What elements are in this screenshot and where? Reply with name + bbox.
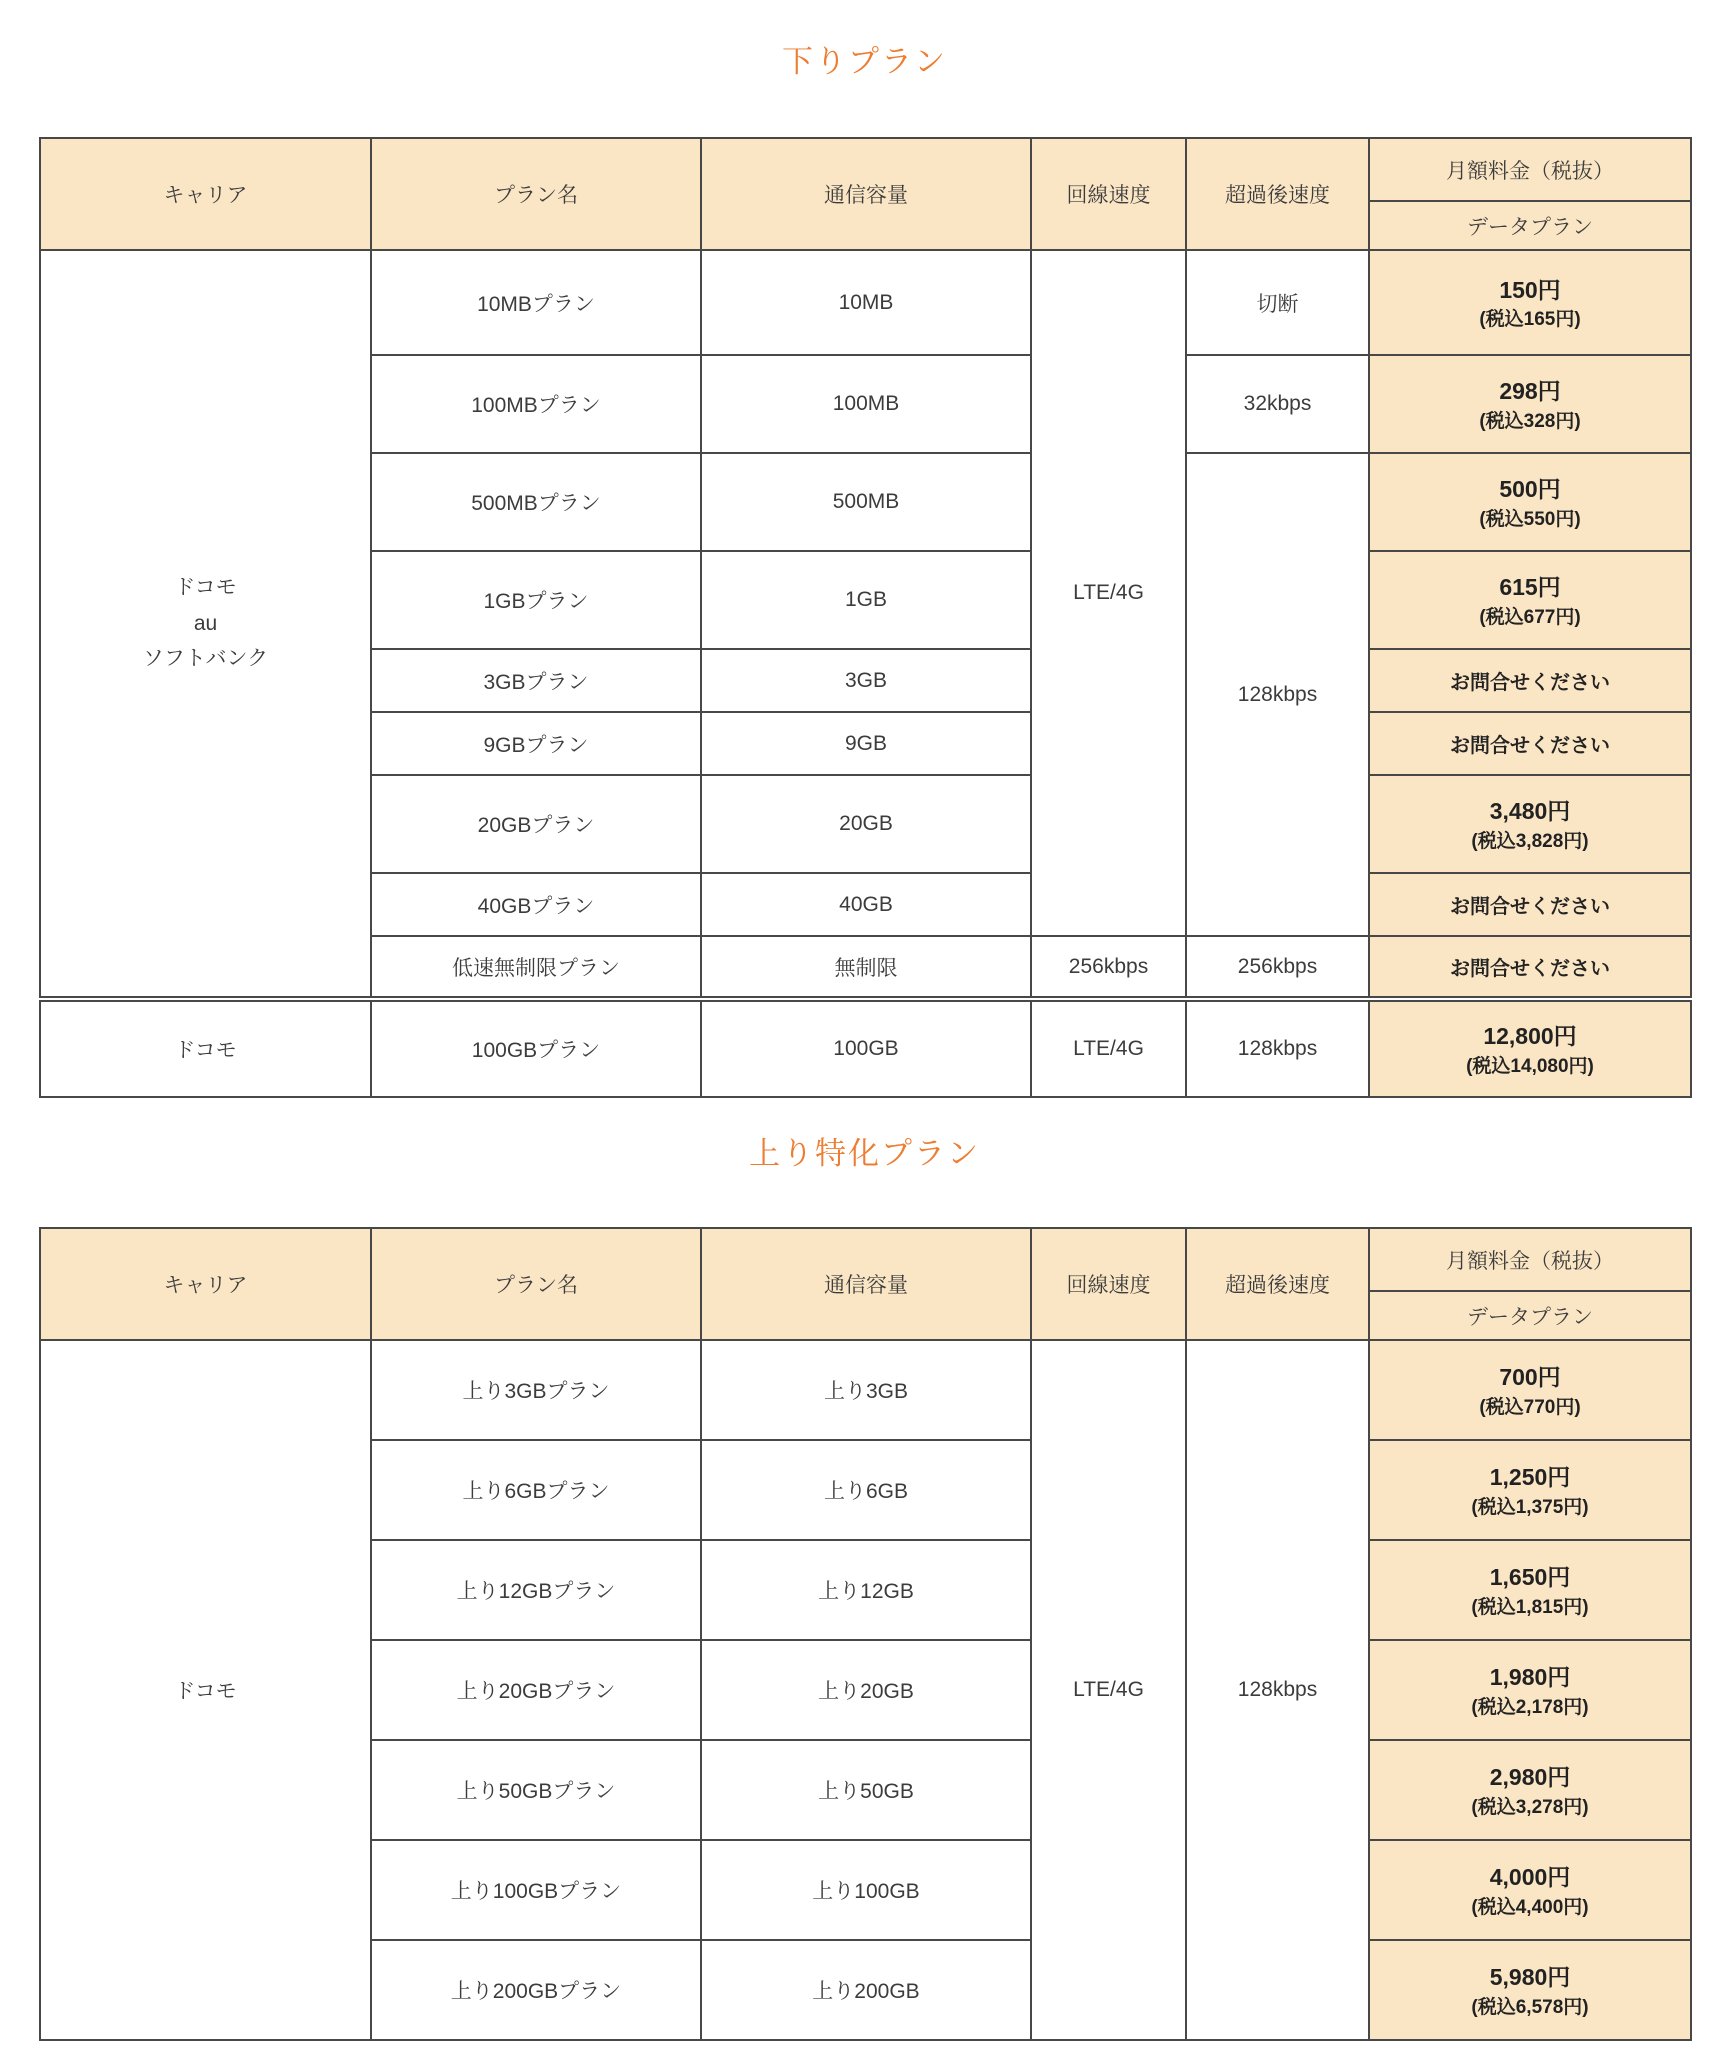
price-tax: (税込165円) bbox=[1479, 309, 1581, 331]
cell-capacity: 500MB bbox=[701, 453, 1031, 551]
cell-capacity: 上り100GB bbox=[701, 1840, 1031, 1940]
price-main: 298円 bbox=[1499, 378, 1561, 405]
price-main: 12,800円 bbox=[1483, 1023, 1577, 1050]
price-main: 700円 bbox=[1499, 1364, 1561, 1391]
header-plan-name: プラン名 bbox=[371, 1228, 701, 1340]
cell-plan: 上り6GBプラン bbox=[371, 1440, 701, 1540]
carrier-line: ソフトバンク bbox=[142, 647, 269, 671]
cell-capacity: 40GB bbox=[701, 873, 1031, 936]
cell-plan: 上り100GBプラン bbox=[371, 1840, 701, 1940]
header-plan-name: プラン名 bbox=[371, 138, 701, 250]
cell-plan: 上り12GBプラン bbox=[371, 1540, 701, 1640]
cell-capacity: 10MB bbox=[701, 250, 1031, 355]
cell-over-speed-group: 128kbps bbox=[1186, 1340, 1369, 2040]
cell-capacity: 上り3GB bbox=[701, 1340, 1031, 1440]
cell-plan: 3GBプラン bbox=[371, 649, 701, 712]
cell-capacity: 無制限 bbox=[701, 936, 1031, 999]
cell-plan: 上り50GBプラン bbox=[371, 1740, 701, 1840]
price-tax: (税込2,178円) bbox=[1471, 1696, 1589, 1718]
header-over-speed: 超過後速度 bbox=[1186, 138, 1369, 250]
cell-carrier-group: ドコモ bbox=[40, 1340, 371, 2040]
carrier-line: ドコモ bbox=[174, 575, 237, 599]
cell-carrier-group bbox=[40, 250, 371, 999]
cell-plan: 100GBプラン bbox=[371, 999, 701, 1097]
header-carrier: キャリア bbox=[40, 1228, 371, 1340]
cell-price bbox=[1369, 453, 1691, 551]
cell-price bbox=[1369, 873, 1691, 936]
cell-price bbox=[1369, 1640, 1691, 1740]
cell-price bbox=[1369, 936, 1691, 999]
price-tax: (税込3,828円) bbox=[1471, 830, 1589, 852]
price-tax: (税込328円) bbox=[1479, 410, 1581, 432]
cell-price bbox=[1369, 712, 1691, 775]
cell-price bbox=[1369, 1840, 1691, 1940]
price-main: 150円 bbox=[1499, 276, 1561, 303]
cell-carrier: ドコモ bbox=[40, 999, 371, 1097]
cell-line-speed-group: LTE/4G bbox=[1031, 250, 1186, 936]
cell-plan: 上り3GBプラン bbox=[371, 1340, 701, 1440]
price-tax: (税込550円) bbox=[1479, 508, 1581, 530]
price-tax: (税込6,578円) bbox=[1471, 1996, 1589, 2018]
header-data-plan: データプラン bbox=[1369, 1291, 1691, 1340]
cell-plan: 40GBプラン bbox=[371, 873, 701, 936]
cell-over-speed: 128kbps bbox=[1186, 999, 1369, 1097]
cell-over-speed: 32kbps bbox=[1186, 355, 1369, 453]
cell-price bbox=[1369, 1340, 1691, 1440]
cell-price bbox=[1369, 1540, 1691, 1640]
header-line-speed: 回線速度 bbox=[1031, 1228, 1186, 1340]
cell-capacity: 100GB bbox=[701, 999, 1031, 1097]
cell-over-speed: 256kbps bbox=[1186, 936, 1369, 999]
cell-line-speed: 256kbps bbox=[1031, 936, 1186, 999]
cell-plan: 上り200GBプラン bbox=[371, 1940, 701, 2040]
cell-capacity: 100MB bbox=[701, 355, 1031, 453]
cell-plan: 9GBプラン bbox=[371, 712, 701, 775]
cell-plan: 500MBプラン bbox=[371, 453, 701, 551]
table-row bbox=[40, 250, 1691, 355]
price-main: 500円 bbox=[1499, 476, 1561, 503]
price-main: 1,250円 bbox=[1489, 1464, 1571, 1491]
cell-line-speed: LTE/4G bbox=[1031, 999, 1186, 1097]
cell-capacity: 9GB bbox=[701, 712, 1031, 775]
header-monthly-fee: 月額料金（税抜） bbox=[1369, 1228, 1691, 1291]
price-main: 4,000円 bbox=[1489, 1864, 1571, 1891]
cell-plan: 1GBプラン bbox=[371, 551, 701, 649]
upload-plans-table bbox=[39, 1227, 1692, 2041]
price-main: 1,980円 bbox=[1489, 1664, 1571, 1691]
price-main: 2,980円 bbox=[1489, 1764, 1571, 1791]
cell-price bbox=[1369, 1740, 1691, 1840]
header-capacity: 通信容量 bbox=[701, 1228, 1031, 1340]
cell-over-speed: 切断 bbox=[1186, 250, 1369, 355]
cell-plan: 20GBプラン bbox=[371, 775, 701, 873]
cell-capacity: 3GB bbox=[701, 649, 1031, 712]
cell-capacity: 上り50GB bbox=[701, 1740, 1031, 1840]
cell-price bbox=[1369, 775, 1691, 873]
price-tax: (税込14,080円) bbox=[1466, 1055, 1594, 1077]
cell-capacity: 20GB bbox=[701, 775, 1031, 873]
cell-price bbox=[1369, 250, 1691, 355]
cell-capacity: 1GB bbox=[701, 551, 1031, 649]
price-tax: (税込1,815円) bbox=[1471, 1596, 1589, 1618]
cell-line-speed-group: LTE/4G bbox=[1031, 1340, 1186, 2040]
header-capacity: 通信容量 bbox=[701, 138, 1031, 250]
price-contact: お問合せください bbox=[1450, 735, 1610, 757]
price-tax: (税込770円) bbox=[1479, 1396, 1581, 1418]
price-contact: お問合せください bbox=[1450, 896, 1610, 918]
cell-over-speed-group: 128kbps bbox=[1186, 453, 1369, 936]
cell-capacity: 上り6GB bbox=[701, 1440, 1031, 1540]
cell-price bbox=[1369, 649, 1691, 712]
header-line-speed: 回線速度 bbox=[1031, 138, 1186, 250]
cell-plan: 上り20GBプラン bbox=[371, 1640, 701, 1740]
cell-price bbox=[1369, 355, 1691, 453]
table-row bbox=[40, 999, 1691, 1097]
download-plans-title: 下りプラン bbox=[782, 44, 947, 79]
cell-price bbox=[1369, 551, 1691, 649]
header-data-plan: データプラン bbox=[1369, 201, 1691, 250]
cell-capacity: 上り200GB bbox=[701, 1940, 1031, 2040]
price-tax: (税込1,375円) bbox=[1471, 1496, 1589, 1518]
price-contact: お問合せください bbox=[1450, 958, 1610, 980]
carrier-line: au bbox=[193, 611, 218, 635]
cell-price bbox=[1369, 1940, 1691, 2040]
header-monthly-fee: 月額料金（税抜） bbox=[1369, 138, 1691, 201]
price-main: 615円 bbox=[1499, 574, 1561, 601]
header-over-speed: 超過後速度 bbox=[1186, 1228, 1369, 1340]
cell-plan: 10MBプラン bbox=[371, 250, 701, 355]
upload-plans-title: 上り特化プラン bbox=[749, 1136, 980, 1171]
cell-capacity: 上り12GB bbox=[701, 1540, 1031, 1640]
cell-price bbox=[1369, 1440, 1691, 1540]
price-main: 5,980円 bbox=[1489, 1964, 1571, 1991]
header-carrier: キャリア bbox=[40, 138, 371, 250]
price-tax: (税込677円) bbox=[1479, 606, 1581, 628]
price-tax: (税込3,278円) bbox=[1471, 1796, 1589, 1818]
price-main: 1,650円 bbox=[1489, 1564, 1571, 1591]
download-plans-table bbox=[39, 137, 1692, 1098]
cell-plan: 100MBプラン bbox=[371, 355, 701, 453]
cell-plan: 低速無制限プラン bbox=[371, 936, 701, 999]
table-row bbox=[40, 1340, 1691, 1440]
cell-price bbox=[1369, 999, 1691, 1097]
price-tax: (税込4,400円) bbox=[1471, 1896, 1589, 1918]
cell-capacity: 上り20GB bbox=[701, 1640, 1031, 1740]
price-main: 3,480円 bbox=[1489, 798, 1571, 825]
price-contact: お問合せください bbox=[1450, 672, 1610, 694]
